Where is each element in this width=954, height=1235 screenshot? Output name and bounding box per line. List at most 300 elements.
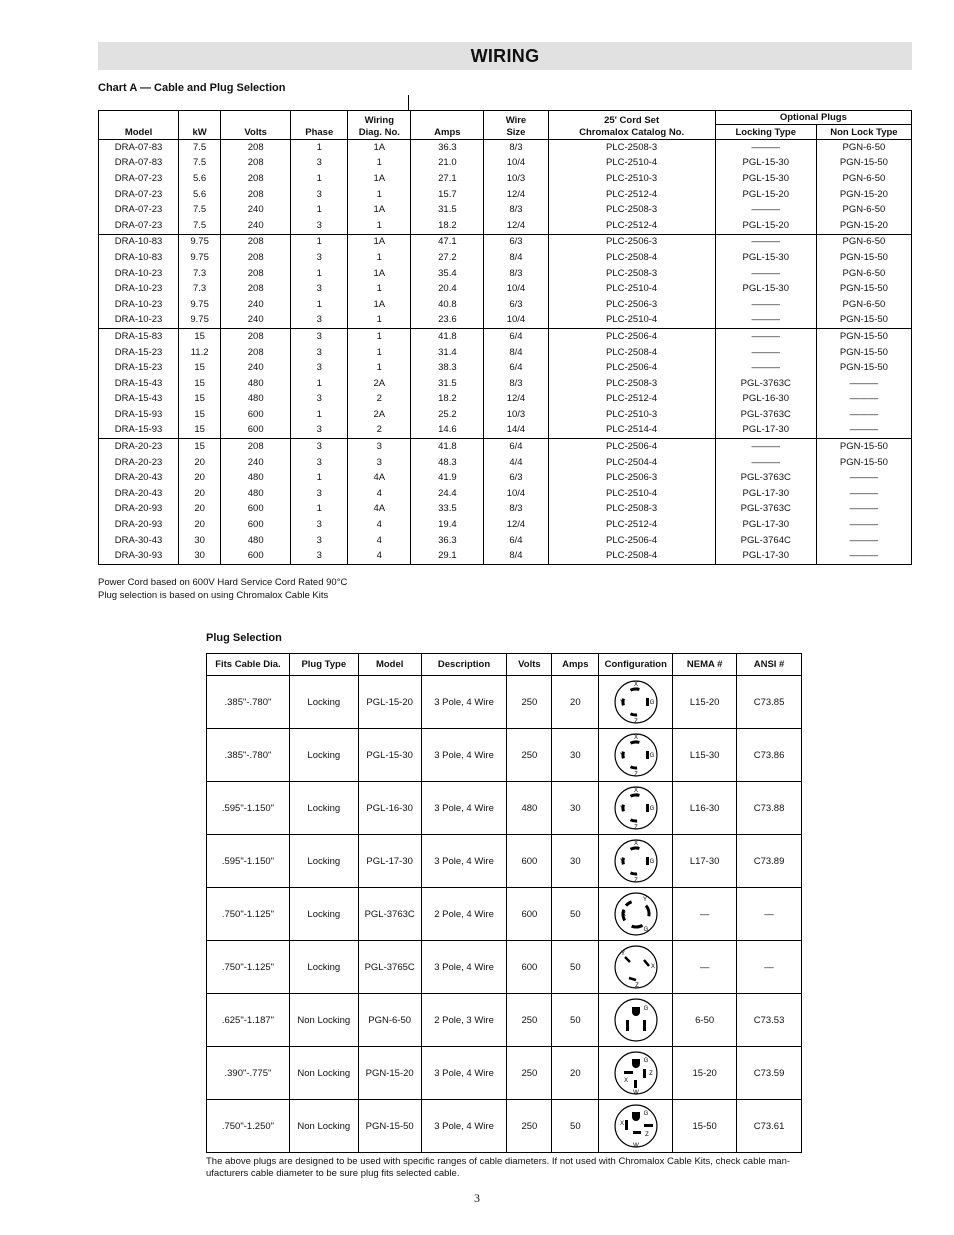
cell-non-lock-plug: ——— — [849, 550, 879, 562]
cell-volts: 240 — [221, 202, 291, 218]
cell-phase: 1 — [291, 171, 348, 187]
cell-cable-dia: .595"-1.150" — [207, 835, 290, 888]
cell-phase: 1 — [291, 202, 348, 218]
cell-amps: 25.2 — [411, 407, 484, 423]
cell-volts: 600 — [507, 941, 552, 994]
cell-model: DRA-10-23 — [99, 266, 179, 282]
svg-text:Z: Z — [633, 719, 638, 725]
cell-cable-dia: .750"-1.125" — [207, 941, 290, 994]
cell-wire-size: 12/4 — [484, 187, 548, 203]
15-20-icon — [601, 1050, 670, 1096]
cell-nema: L17-30 — [673, 835, 737, 888]
cell-wire-size: 8/4 — [484, 345, 548, 361]
cell-model: PGL-16-30 — [358, 782, 421, 835]
cell-volts: 208 — [221, 234, 291, 250]
cell-volts: 208 — [221, 281, 291, 297]
cell-wiring-diag: 1 — [348, 187, 411, 203]
cell-model: DRA-15-93 — [99, 407, 179, 423]
cell-nema: 15-50 — [673, 1100, 737, 1153]
cell-description: 3 Pole, 4 Wire — [421, 782, 507, 835]
header-description: Description — [421, 654, 507, 676]
cell-amps: 48.3 — [411, 455, 484, 471]
cell-model: DRA-07-23 — [99, 171, 179, 187]
header-ansi: ANSI # — [737, 654, 802, 676]
cell-wiring-diag: 3 — [348, 439, 411, 455]
header-kw: kW — [179, 111, 221, 140]
cell-volts: 250 — [507, 676, 552, 729]
cell-description: 3 Pole, 4 Wire — [421, 676, 507, 729]
cell-amps: 31.4 — [411, 345, 484, 361]
cell-model: DRA-07-83 — [99, 156, 179, 172]
cell-cord-set: PLC-2504-4 — [548, 455, 715, 471]
cell-phase: 3 — [291, 439, 348, 455]
cell-non-lock-plug: ——— — [849, 424, 879, 436]
cell-amps: 18.2 — [411, 218, 484, 234]
cell-wire-size: 6/4 — [484, 533, 548, 549]
svg-text:G: G — [649, 806, 655, 812]
cell-wiring-diag: 1 — [348, 281, 411, 297]
header-wiring-diag — [348, 111, 411, 140]
cell-model: PGL-17-30 — [358, 835, 421, 888]
cell-non-lock-plug: PGN-15-50 — [839, 314, 888, 326]
L16-30-icon — [601, 785, 670, 831]
cell-volts: 240 — [221, 455, 291, 471]
cell-non-lock-plug: PGN-6-50 — [842, 141, 886, 153]
cell-cord-set: PLC-2512-4 — [548, 517, 715, 533]
cell-volts: 600 — [221, 502, 291, 518]
cell-amps: 41.8 — [411, 439, 484, 455]
cell-phase: 1 — [291, 470, 348, 486]
cell-cord-set: PLC-2506-3 — [548, 470, 715, 486]
cell-wire-size: 10/4 — [484, 156, 548, 172]
cell-ansi: C73.85 — [737, 676, 802, 729]
cable-plug-selection-table — [98, 110, 912, 565]
cell-wire-size: 6/3 — [484, 470, 548, 486]
table-row — [207, 729, 802, 782]
table-row — [99, 156, 912, 172]
cell-kw: 7.3 — [179, 266, 221, 282]
svg-text:X: X — [621, 912, 626, 918]
cell-amps: 23.6 — [411, 313, 484, 329]
cell-volts: 600 — [221, 548, 291, 564]
cell-wire-size: 8/4 — [484, 548, 548, 564]
cell-volts: 208 — [221, 345, 291, 361]
cell-model: PGL-3763C — [358, 888, 421, 941]
cell-kw: 7.5 — [179, 218, 221, 234]
cell-locking-plug: PGL-3763C — [715, 376, 816, 392]
cell-wiring-diag: 1A — [348, 266, 411, 282]
cell-phase: 3 — [291, 455, 348, 471]
plug-table-body — [207, 676, 802, 1153]
cell-cable-dia: .625"-1.187" — [207, 994, 290, 1047]
cell-model: DRA-20-93 — [99, 502, 179, 518]
cell-wire-size: 8/4 — [484, 250, 548, 266]
cell-wire-size: 10/3 — [484, 171, 548, 187]
cell-description: 3 Pole, 4 Wire — [421, 835, 507, 888]
table-row — [207, 782, 802, 835]
cell-kw: 5.6 — [179, 171, 221, 187]
header-plug-type: Plug Type — [289, 654, 358, 676]
cell-wire-size: 6/3 — [484, 234, 548, 250]
cell-amps: 47.1 — [411, 234, 484, 250]
cell-volts: 208 — [221, 329, 291, 345]
cell-locking-plug: PGL-15-30 — [715, 156, 816, 172]
cell-volts: 208 — [221, 171, 291, 187]
cell-volts: 600 — [221, 407, 291, 423]
cell-amps: 50 — [552, 994, 599, 1047]
cell-phase: 1 — [291, 407, 348, 423]
cell-kw: 30 — [179, 533, 221, 549]
cell-description: 3 Pole, 4 Wire — [421, 1100, 507, 1153]
cell-kw: 20 — [179, 486, 221, 502]
L15-30-icon — [601, 732, 670, 778]
cell-kw: 15 — [179, 439, 221, 455]
cell-non-lock-plug: ——— — [849, 534, 879, 546]
cell-locking-plug: PGL-17-30 — [715, 517, 816, 533]
svg-text:Y: Y — [619, 806, 624, 812]
cell-locking-plug: ——— — [715, 360, 816, 376]
cell-model: DRA-20-23 — [99, 455, 179, 471]
cell-cord-set: PLC-2506-4 — [548, 329, 715, 345]
cell-locking-plug: ——— — [715, 455, 816, 471]
svg-text:X: X — [633, 788, 638, 794]
cell-volts: 240 — [221, 218, 291, 234]
table-row — [99, 187, 912, 203]
cell-wiring-diag: 4 — [348, 548, 411, 564]
svg-text:Y: Y — [620, 951, 625, 957]
cell-wire-size: 4/4 — [484, 455, 548, 471]
page-title: WIRING — [470, 46, 540, 66]
cell-non-lock-plug: PGN-6-50 — [816, 234, 911, 250]
cell-wire-size: 12/4 — [484, 218, 548, 234]
cell-ansi: — — [737, 941, 802, 994]
cell-cable-dia: .390"-.775" — [207, 1047, 290, 1100]
cell-phase: 3 — [291, 156, 348, 172]
cell-volts: 208 — [221, 250, 291, 266]
cell-nema: L16-30 — [673, 782, 737, 835]
cell-phase: 1 — [291, 297, 348, 313]
cell-amps: 31.5 — [411, 376, 484, 392]
cell-model: DRA-15-43 — [99, 392, 179, 408]
table-row — [99, 376, 912, 392]
cable-table-body — [99, 140, 912, 565]
cell-wiring-diag: 1A — [348, 297, 411, 313]
cell-plug-type: Non Locking — [289, 1100, 358, 1153]
cell-amps: 29.1 — [411, 548, 484, 564]
cell-wiring-diag: 1A — [348, 234, 411, 250]
cell-non-lock-plug: ——— — [849, 393, 879, 405]
cell-model: PGL-15-30 — [358, 729, 421, 782]
cell-amps: 38.3 — [411, 360, 484, 376]
svg-text:W: W — [632, 1143, 639, 1149]
svg-text:G: G — [643, 1058, 649, 1064]
cell-amps: 33.5 — [411, 502, 484, 518]
cell-non-lock-plug: PGN-15-50 — [839, 283, 888, 295]
header-amps: Amps — [411, 111, 484, 140]
cell-locking-plug: ——— — [715, 202, 816, 218]
svg-text:G: G — [643, 1006, 649, 1012]
cell-wiring-diag: 4A — [348, 470, 411, 486]
page-number: 3 — [474, 1191, 480, 1205]
table-row — [99, 517, 912, 533]
cell-model: DRA-15-93 — [99, 423, 179, 439]
cell-configuration — [599, 782, 673, 835]
cell-model: DRA-30-93 — [99, 548, 179, 564]
cell-model: DRA-15-43 — [99, 376, 179, 392]
table-row — [207, 994, 802, 1047]
plug-selection-table — [206, 653, 802, 1153]
3763C-icon — [601, 891, 670, 937]
cell-phase: 3 — [291, 250, 348, 266]
cell-model: DRA-07-23 — [99, 218, 179, 234]
cell-volts: 250 — [507, 1100, 552, 1153]
cell-cord-set: PLC-2510-4 — [548, 281, 715, 297]
cell-wiring-diag: 1A — [348, 202, 411, 218]
cell-model: DRA-10-23 — [99, 313, 179, 329]
cell-phase: 3 — [291, 187, 348, 203]
cell-configuration — [599, 1047, 673, 1100]
cell-phase: 3 — [291, 360, 348, 376]
cell-non-lock-plug: PGN-15-20 — [839, 188, 888, 200]
cell-volts: 250 — [507, 729, 552, 782]
cell-locking-plug: PGL-17-30 — [715, 486, 816, 502]
cell-nema: — — [673, 888, 737, 941]
cell-wire-size: 10/4 — [484, 486, 548, 502]
cell-plug-type: Locking — [289, 729, 358, 782]
cell-cable-dia: .385"-.780" — [207, 729, 290, 782]
cell-kw: 20 — [179, 455, 221, 471]
cell-volts: 600 — [507, 888, 552, 941]
cell-ansi: C73.61 — [737, 1100, 802, 1153]
cell-volts: 600 — [507, 835, 552, 888]
cell-volts: 600 — [221, 423, 291, 439]
cell-cord-set: PLC-2512-4 — [548, 392, 715, 408]
15-50-icon — [601, 1103, 670, 1149]
cell-wire-size: 14/4 — [484, 423, 548, 439]
cell-wiring-diag: 4 — [348, 517, 411, 533]
svg-text:G: G — [649, 859, 655, 865]
cell-plug-type: Locking — [289, 676, 358, 729]
cell-volts: 208 — [221, 439, 291, 455]
cell-locking-plug: ——— — [715, 345, 816, 361]
cell-wire-size: 10/3 — [484, 407, 548, 423]
cell-volts: 480 — [221, 376, 291, 392]
cell-model: DRA-10-23 — [99, 281, 179, 297]
table-row — [207, 835, 802, 888]
cell-phase: 3 — [291, 423, 348, 439]
cell-locking-plug: PGL-3763C — [715, 502, 816, 518]
plug-table-header-row — [207, 654, 802, 676]
cell-kw: 30 — [179, 548, 221, 564]
header-amps: Amps — [552, 654, 599, 676]
cell-configuration — [599, 729, 673, 782]
cell-wiring-diag: 1 — [348, 250, 411, 266]
cell-model: DRA-15-83 — [99, 329, 179, 345]
cell-wire-size: 8/3 — [484, 376, 548, 392]
cell-phase: 3 — [291, 345, 348, 361]
cell-cable-dia: .750"-1.250" — [207, 1100, 290, 1153]
cell-amps: 27.2 — [411, 250, 484, 266]
cell-locking-plug: ——— — [715, 329, 816, 345]
chart-a-title: Chart A — Cable and Plug Selection — [98, 82, 286, 94]
note-power-cord: Power Cord based on 600V Hard Service Cord Rated 90°C — [98, 577, 348, 588]
cell-volts: 208 — [221, 156, 291, 172]
cell-amps: 15.7 — [411, 187, 484, 203]
svg-text:G: G — [643, 1111, 649, 1117]
table-row — [207, 1047, 802, 1100]
cell-amps: 18.2 — [411, 392, 484, 408]
svg-text:G: G — [649, 700, 655, 706]
table-row — [99, 470, 912, 486]
svg-text:Y: Y — [642, 897, 647, 903]
cell-wiring-diag: 2 — [348, 392, 411, 408]
cell-cord-set: PLC-2508-3 — [548, 502, 715, 518]
cell-model: DRA-15-23 — [99, 345, 179, 361]
cell-configuration — [599, 888, 673, 941]
cell-non-lock-plug: PGN-6-50 — [842, 267, 886, 279]
cell-volts: 208 — [221, 140, 291, 156]
cell-phase: 3 — [291, 218, 348, 234]
table-row — [99, 250, 912, 266]
cell-plug-type: Non Locking — [289, 1047, 358, 1100]
cell-cord-set: PLC-2506-4 — [548, 533, 715, 549]
cell-amps: 30 — [552, 835, 599, 888]
cell-cord-set: PLC-2506-3 — [548, 234, 715, 250]
cell-wire-size: 8/3 — [484, 202, 548, 218]
cell-description: 3 Pole, 4 Wire — [421, 729, 507, 782]
header-phase: Phase — [291, 111, 348, 140]
cell-volts: 480 — [507, 782, 552, 835]
cell-amps: 50 — [552, 941, 599, 994]
cell-phase: 3 — [291, 281, 348, 297]
svg-text:Z: Z — [633, 878, 638, 884]
table-row — [99, 297, 912, 313]
cell-amps: 41.8 — [411, 329, 484, 345]
cell-model: DRA-07-23 — [99, 202, 179, 218]
cell-non-lock-plug: PGN-6-50 — [842, 204, 886, 216]
cell-amps: 30 — [552, 782, 599, 835]
cell-nema: — — [673, 941, 737, 994]
cell-cable-dia: .750"-1.125" — [207, 888, 290, 941]
cell-ansi: C73.59 — [737, 1047, 802, 1100]
cell-phase: 3 — [291, 329, 348, 345]
cell-model: DRA-10-83 — [99, 234, 179, 250]
cell-wire-size: 8/3 — [484, 140, 548, 156]
cell-locking-plug: PGL-15-20 — [715, 218, 816, 234]
cell-cord-set: PLC-2508-3 — [548, 266, 715, 282]
cell-phase: 3 — [291, 517, 348, 533]
cell-nema: L15-20 — [673, 676, 737, 729]
header-wire-line1: Wire — [505, 115, 527, 126]
cell-locking-plug: PGL-15-20 — [715, 187, 816, 203]
table-row — [99, 171, 912, 187]
table-row — [99, 345, 912, 361]
header-configuration: Configuration — [599, 654, 673, 676]
cell-cord-set: PLC-2508-3 — [548, 140, 715, 156]
cell-wire-size: 12/4 — [484, 517, 548, 533]
cell-wiring-diag: 2 — [348, 423, 411, 439]
cell-phase: 3 — [291, 392, 348, 408]
header-nema: NEMA # — [673, 654, 737, 676]
cell-kw: 15 — [179, 360, 221, 376]
header-optional-plugs: Optional Plugs — [715, 111, 911, 125]
cell-kw: 7.5 — [179, 140, 221, 156]
svg-text:X: X — [650, 964, 655, 970]
cell-volts: 208 — [221, 187, 291, 203]
cell-kw: 5.6 — [179, 187, 221, 203]
cell-wiring-diag: 1 — [348, 218, 411, 234]
table-row — [99, 548, 912, 564]
cell-wiring-diag: 1A — [348, 171, 411, 187]
cell-amps: 50 — [552, 888, 599, 941]
plug-selection-note: The above plugs are designed to be used with specific ranges of cable diameters. If not used with Chromalox Cable Kits, check cable man- ufacturers cable diameter to be sure plug fits selected cable. — [206, 1156, 791, 1179]
cell-model: DRA-07-83 — [99, 140, 179, 156]
cell-kw: 9.75 — [179, 250, 221, 266]
svg-text:X: X — [623, 1078, 628, 1084]
cell-amps: 20 — [552, 1047, 599, 1100]
header-wire-size — [484, 111, 548, 140]
svg-text:G: G — [643, 927, 649, 933]
cell-amps: 14.6 — [411, 423, 484, 439]
svg-text:G: G — [649, 753, 655, 759]
cell-locking-plug: PGL-3763C — [715, 407, 816, 423]
table-row — [99, 218, 912, 234]
cell-volts: 208 — [221, 266, 291, 282]
cell-amps: 24.4 — [411, 486, 484, 502]
cell-locking-plug: PGL-17-30 — [715, 548, 816, 564]
cell-kw: 7.5 — [179, 156, 221, 172]
cell-cable-dia: .385"-.780" — [207, 676, 290, 729]
table-row — [99, 281, 912, 297]
cell-phase: 3 — [291, 533, 348, 549]
cell-amps: 50 — [552, 1100, 599, 1153]
svg-text:Y: Y — [619, 859, 624, 865]
cell-wire-size: 12/4 — [484, 392, 548, 408]
header-wiring-line2: Diag. No. — [358, 127, 400, 138]
svg-text:Z: Z — [634, 983, 639, 989]
cell-nema: L15-30 — [673, 729, 737, 782]
note-plug-selection: Plug selection is based on using Chromalox Cable Kits — [98, 590, 329, 601]
cell-cord-set: PLC-2506-4 — [548, 439, 715, 455]
svg-text:W: W — [632, 1090, 639, 1096]
cell-amps: 41.9 — [411, 470, 484, 486]
cell-kw: 9.75 — [179, 234, 221, 250]
cell-amps: 36.3 — [411, 533, 484, 549]
header-locking-type: Locking Type — [715, 125, 816, 140]
table-row — [207, 888, 802, 941]
table-row — [99, 140, 912, 156]
cell-kw: 15 — [179, 392, 221, 408]
cell-non-lock-plug: PGN-15-50 — [816, 439, 911, 455]
cell-wire-size: 6/4 — [484, 329, 548, 345]
cell-model: PGL-15-20 — [358, 676, 421, 729]
cell-non-lock-plug: ——— — [849, 377, 879, 389]
cell-wire-size: 8/3 — [484, 502, 548, 518]
cell-cord-set: PLC-2510-3 — [548, 407, 715, 423]
cell-wire-size: 10/4 — [484, 313, 548, 329]
cell-non-lock-plug: ——— — [849, 472, 879, 484]
cell-locking-plug: PGL-3763C — [715, 470, 816, 486]
header-model: Model — [358, 654, 421, 676]
header-volts: Volts — [507, 654, 552, 676]
cell-cord-set: PLC-2510-4 — [548, 486, 715, 502]
cell-phase: 1 — [291, 234, 348, 250]
table-row — [207, 1100, 802, 1153]
table-row — [99, 455, 912, 471]
cell-amps: 19.4 — [411, 517, 484, 533]
cell-wiring-diag: 1 — [348, 360, 411, 376]
table-row — [99, 407, 912, 423]
